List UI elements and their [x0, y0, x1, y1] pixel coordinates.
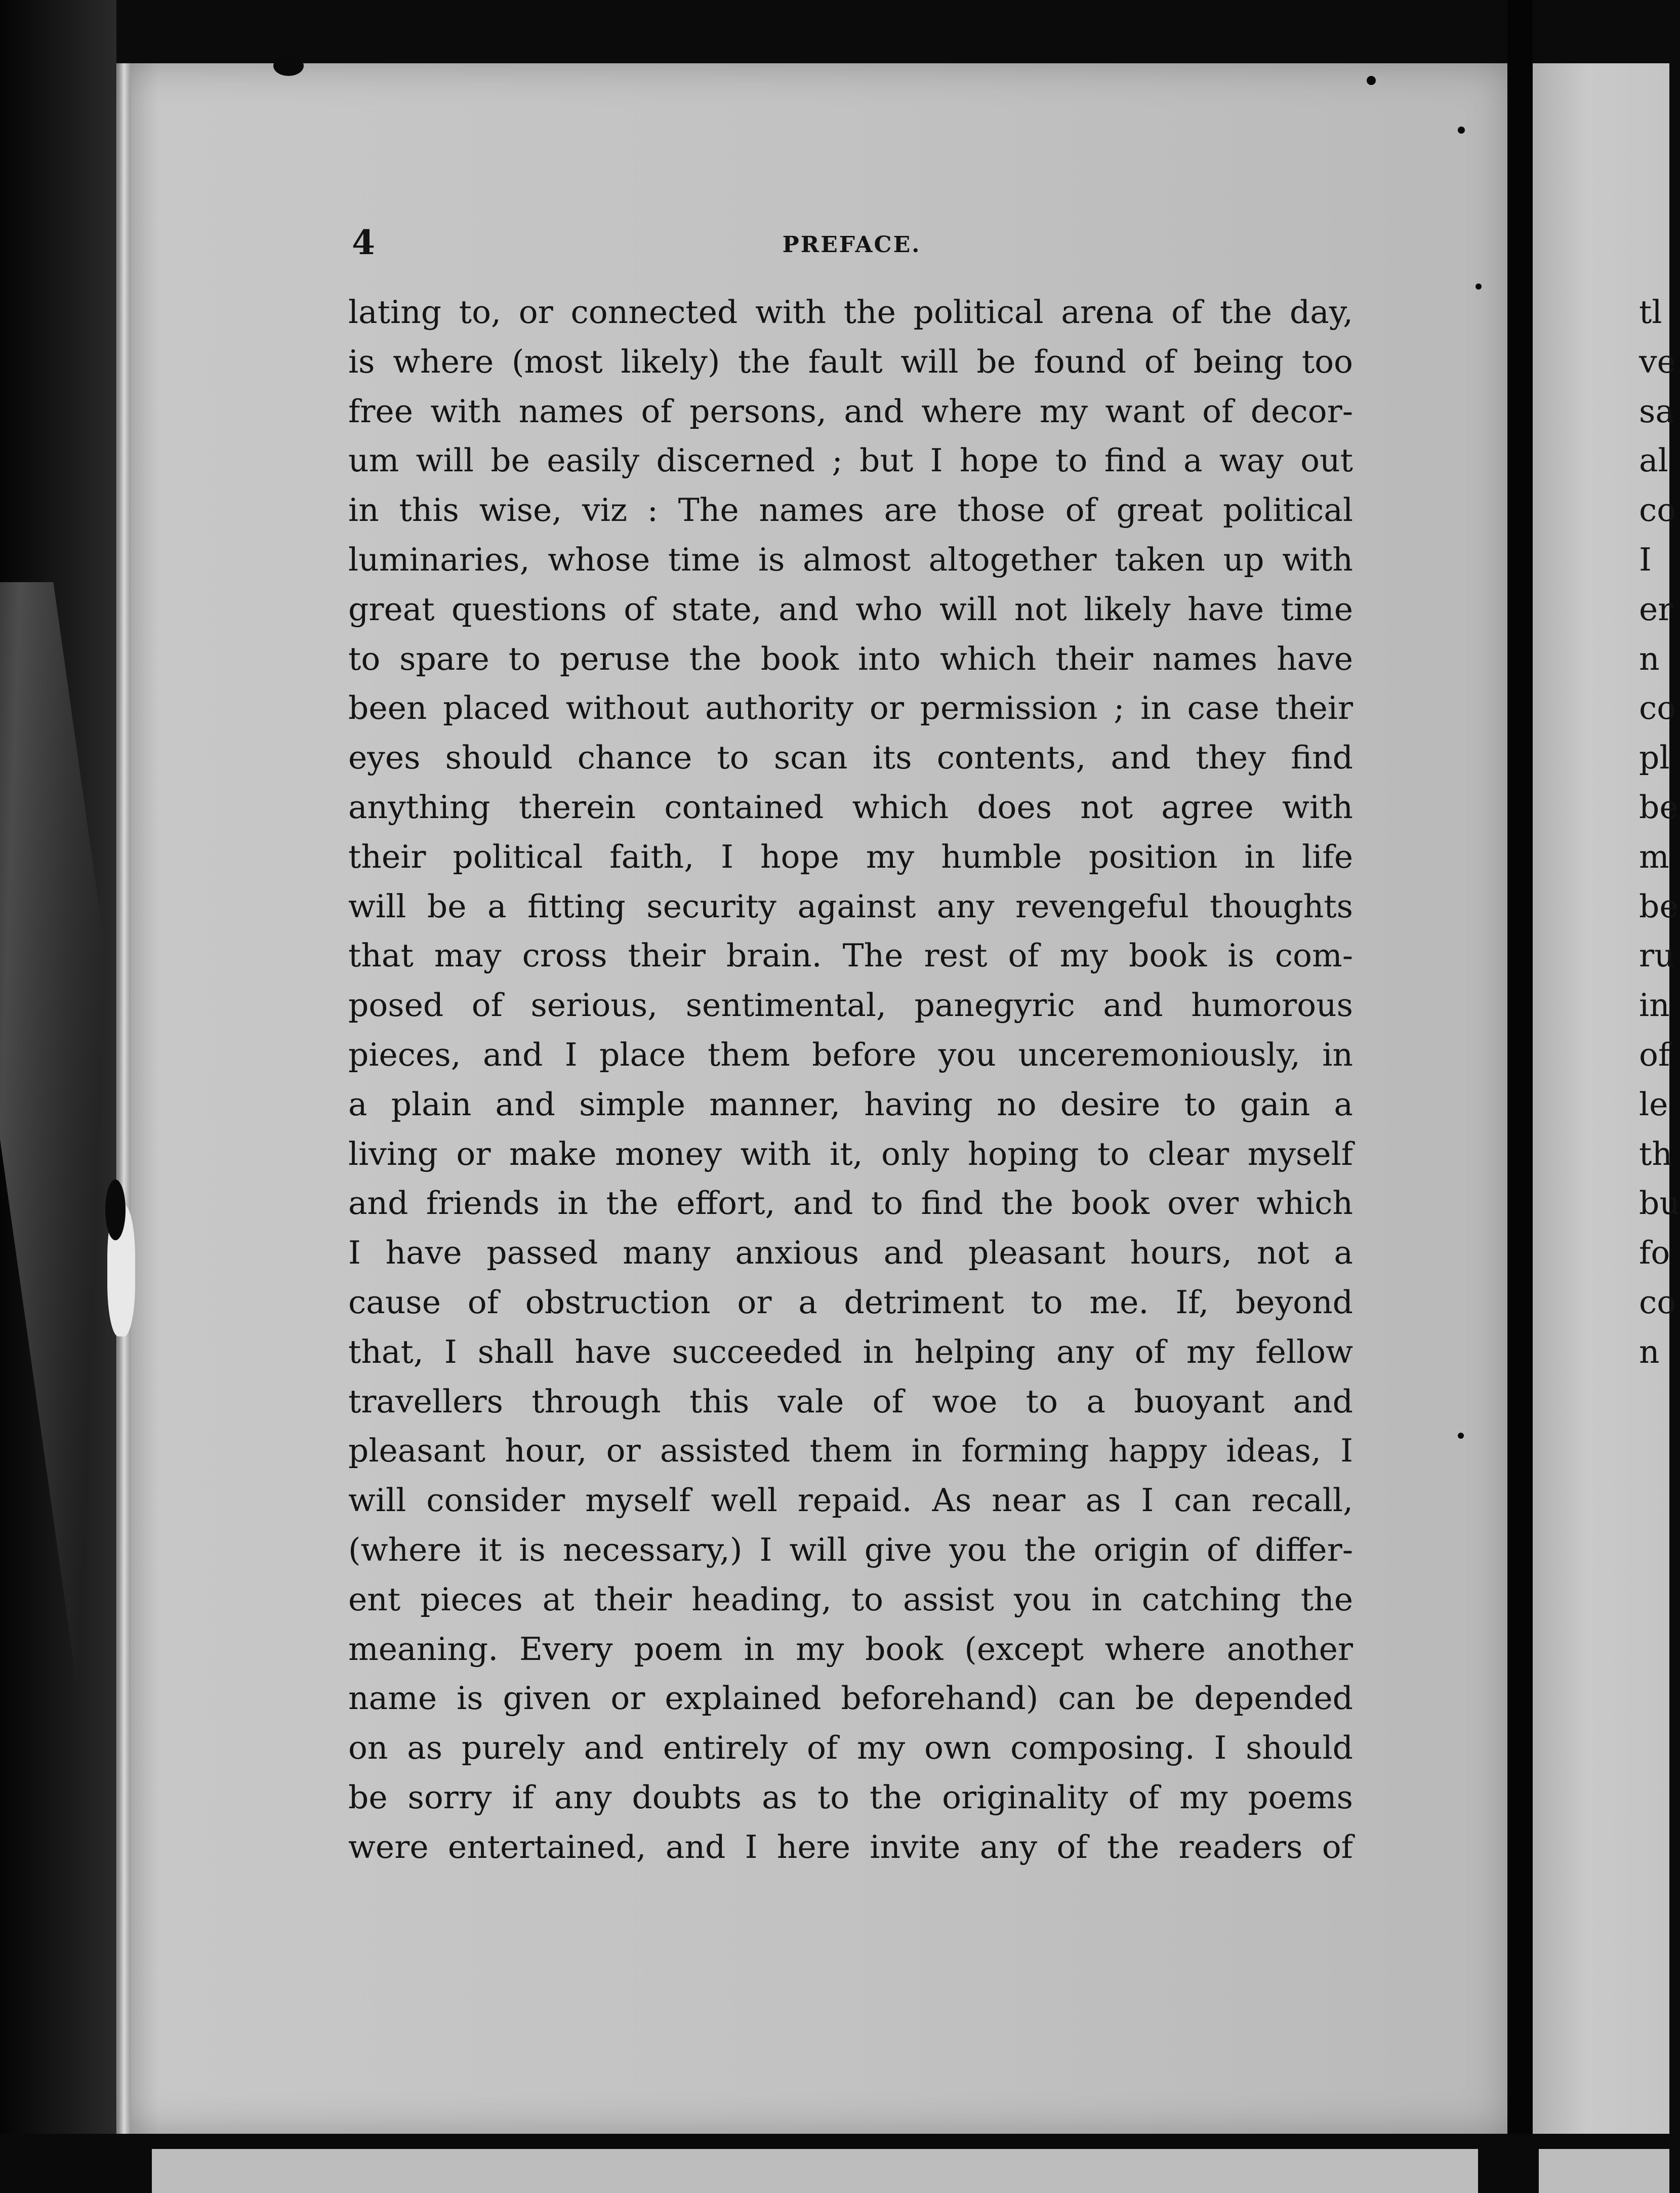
dust-speck — [1458, 127, 1465, 134]
facing-text-fragment: le — [1639, 1085, 1668, 1123]
dust-speck — [1476, 283, 1482, 290]
facing-text-fragment: er — [1639, 590, 1673, 628]
text-line: that, I shall have succeeded in helping any of my fellow — [348, 1333, 1353, 1370]
facing-text-fragment: in — [1639, 987, 1670, 1024]
text-line: be sorry if any doubts as to the originality of my poems — [348, 1778, 1353, 1816]
film-border-bottom — [0, 2134, 1669, 2193]
running-head: PREFACE. — [782, 232, 921, 258]
facing-text-fragment: n — [1639, 640, 1660, 677]
facing-text-fragment: of — [1639, 1036, 1670, 1073]
scan-artifact — [105, 1180, 126, 1240]
text-line: and friends in the effort, and to find the book over which — [348, 1185, 1353, 1222]
text-line: will be a fitting security against any revengeful thoughts — [348, 887, 1353, 925]
text-line: free with names of persons, and where my want of decor- — [348, 392, 1353, 430]
facing-text-fragment: bu — [1639, 1185, 1680, 1222]
book-gutter — [1507, 0, 1533, 2193]
facing-text-fragment: n — [1639, 1333, 1660, 1370]
text-line: pieces, and I place them before you unceremoniously, in — [348, 1036, 1353, 1073]
text-line: that may cross their brain. The rest of my book is com- — [348, 937, 1353, 974]
facing-text-fragment: tl — [1639, 294, 1662, 331]
facing-text-fragment: fo — [1639, 1234, 1670, 1272]
text-line: meaning. Every poem in my book (except where another — [348, 1630, 1353, 1668]
page-header — [352, 223, 1351, 262]
text-line: ent pieces at their heading, to assist you in catching the — [348, 1580, 1353, 1618]
facing-text-fragment: th — [1639, 1135, 1672, 1172]
facing-text-fragment: be — [1639, 887, 1678, 925]
text-line: will consider myself well repaid. As near as I can recall, — [348, 1482, 1353, 1519]
text-line: I have passed many anxious and pleasant hours, not a — [348, 1234, 1353, 1272]
text-line: luminaries, whose time is almost altogether taken up with — [348, 541, 1353, 578]
facing-text-fragment: al — [1639, 442, 1668, 479]
facing-text-fragment: co — [1639, 689, 1676, 727]
text-line: name is given or explained beforehand) can be depended — [348, 1680, 1353, 1717]
text-line: been placed without authority or permission ; in case their — [348, 689, 1353, 727]
facing-text-fragment: co — [1639, 1283, 1676, 1321]
facing-text-fragment: I — [1639, 541, 1652, 578]
text-line: cause of obstruction or a detriment to me. If, beyond — [348, 1283, 1353, 1321]
text-line: a plain and simple manner, having no desire to gain a — [348, 1085, 1353, 1123]
facing-text-fragment: pl — [1639, 739, 1670, 777]
text-line: lating to, or connected with the political arena of the day, — [348, 294, 1353, 331]
text-line: great questions of state, and who will not likely have time — [348, 590, 1353, 628]
facing-text-fragment: co — [1639, 492, 1676, 529]
page-edge — [117, 63, 131, 2134]
page-number: 4 — [352, 223, 375, 262]
text-line: anything therein contained which does not agree with — [348, 788, 1353, 826]
text-line: their political faith, I hope my humble position in life — [348, 838, 1353, 875]
facing-text-fragment: be — [1639, 788, 1678, 826]
dust-speck — [1458, 1433, 1464, 1439]
facing-page-bottom-edge — [1539, 2149, 1669, 2193]
text-line: posed of serious, sentimental, panegyric and humorous — [348, 987, 1353, 1024]
facing-text-fragment: ru — [1639, 937, 1675, 974]
text-line: in this wise, viz : The names are those of great political — [348, 492, 1353, 529]
facing-text-fragment: m — [1639, 838, 1669, 875]
facing-page-text — [1639, 288, 1680, 1377]
facing-text-fragment: ve — [1639, 343, 1676, 380]
page-bottom-edge — [152, 2149, 1478, 2193]
text-line: eyes should chance to scan its contents, and they find — [348, 739, 1353, 777]
text-line: were entertained, and I here invite any of the readers of — [348, 1828, 1353, 1865]
body-text — [348, 288, 1353, 1872]
text-line: pleasant hour, or assisted them in forming happy ideas, I — [348, 1432, 1353, 1470]
text-line: on as purely and entirely of my own composing. I should — [348, 1729, 1353, 1767]
text-line: travellers through this vale of woe to a buoyant and — [348, 1383, 1353, 1420]
text-line: living or make money with it, only hoping to clear myself — [348, 1135, 1353, 1172]
facing-text-fragment: sa — [1639, 392, 1674, 430]
text-line: um will be easily discerned ; but I hope to find a way out — [348, 442, 1353, 479]
text-line: is where (most likely) the fault will be found of being too — [348, 343, 1353, 380]
text-line: (where it is necessary,) I will give you the origin of differ- — [348, 1531, 1353, 1568]
ink-blot — [273, 56, 304, 76]
dust-speck — [1367, 76, 1376, 85]
text-line: to spare to peruse the book into which their names have — [348, 640, 1353, 677]
